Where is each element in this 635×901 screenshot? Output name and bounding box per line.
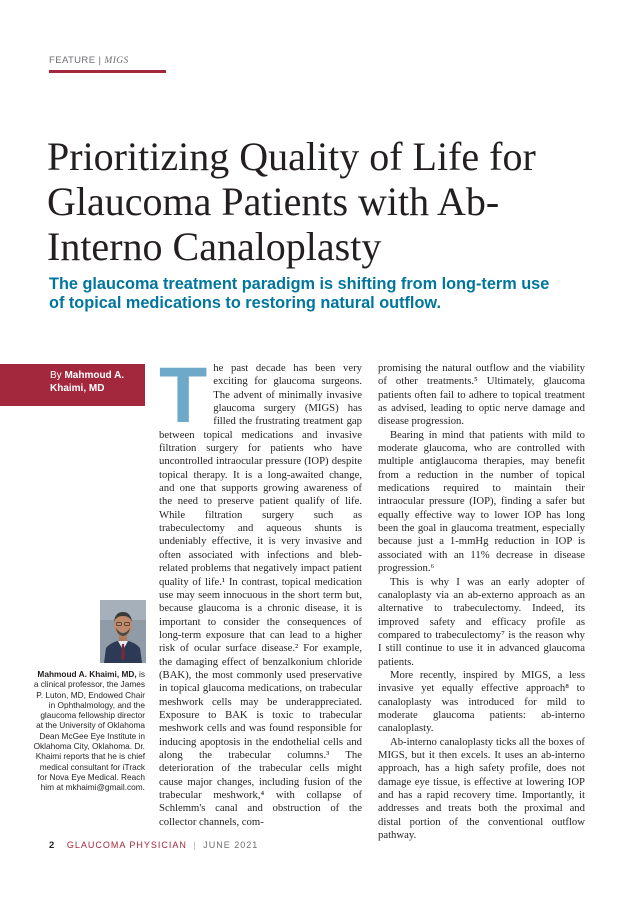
byline-prefix: By: [50, 370, 62, 381]
footer-separator: |: [193, 840, 197, 850]
drop-cap: T: [159, 350, 208, 439]
page-footer: [49, 840, 258, 851]
paragraph: More recently, inspired by MIGS, a less invasive yet equally effective approach⁸ to canaloplasty was introduced for mild to moderate glaucoma patients: ab-interno canaloplasty.: [378, 668, 585, 735]
publication-name: GLAUCOMA PHYSICIAN: [66, 840, 187, 850]
author-bio-text: is a clinical professor, the James P. Luton, MD, Endowed Chair in Ophthalmology, and the glaucoma fellowship director at the University of Oklahoma Dean McGee Eye Institute in Oklahoma City, Oklahoma. Dr. Khaimi reports that he is chief medical consultant for iTrack for Nova Eye Medical. Reach him at mkhaimi@gmail.com.: [33, 669, 145, 793]
section-separator: |: [98, 55, 102, 66]
article-title: Prioritizing Quality of Life for Glaucoma Patients with Ab-Interno Canaloplasty: [47, 134, 536, 269]
author-photo: [100, 600, 146, 663]
body-column-2: [378, 362, 585, 842]
section-label: [49, 55, 129, 66]
body-column-1: [159, 350, 362, 829]
article-deck: The glaucoma treatment paradigm is shifting from long-term use of topical medications to restoring natural outflow.: [49, 275, 550, 312]
paragraph: promising the natural outflow and the viability of other treatments.⁵ Ultimately, glaucoma patients often fail to adhere to topical treatment as advised, leading to optic nerve damage and disease progression.: [378, 362, 585, 428]
byline: [0, 364, 145, 406]
author-bio: [32, 669, 145, 793]
paragraph: Ab-interno canaloplasty ticks all the boxes of MIGS, but it then excels. It uses an ab-interno approach, has a high safety profile, does not damage eye tissue, is effective at lowering IOP and has a rapid recovery time. Importantly, it addresses and treats both the proximal and distal portion of the conventional outflow pathway.: [378, 735, 585, 842]
section-topic: MIGS: [104, 56, 129, 66]
section-name: FEATURE: [49, 55, 96, 66]
column-1-text: he past decade has been very exciting for glaucoma surgeons. The advent of minimally invasive glaucoma surgery (MIGS) has filled the frustrating treatment gap between topical medications and invasive filtration surgery for patients who have uncontrolled intraocular pressure (IOP) despite topical therapy. It is a long-awaited change, and one that supports growing awareness of the need to preserve patient qualify of life. While filtration surgery such as trabeculectomy and aqueous shunts is undeniably effective, it is very invasive and often associated with infections and bleb-related problems that negatively impact patient quality of life.¹ In contrast, topical medication use may seem innocuous in the short term but, because glaucoma is a chronic disease, it is important to consider the consequences of long-term exposure that can lead to a higher risk of ocular surface disease.² For example, the damaging effect of benzalkonium chloride (BAK), the most commonly used preservative in topical glaucoma medications, on trabecular meshwork cells may be underappreciated. Exposure to BAK is toxic to trabecular meshwork cells and was found responsible for inducing apoptosis in the endothelial cells and along the trabecular columns.³ The deterioration of the trabecular cells might cause major changes, including fusion of the trabecular meshwork,⁴ with collapse of Schlemm's canal and obstruction of the collector channels, com-: [159, 362, 362, 828]
section-rule: [49, 70, 166, 73]
paragraph: This is why I was an early adopter of canaloplasty via an ab-externo approach as an alternative to trabeculectomy. Indeed, its improved safety and efficacy profile as compared to trabeculectomy⁷ is the reason why I still continue to use it in advanced glaucoma patients.: [378, 575, 585, 668]
author-name: Mahmoud A. Khaimi, MD: [50, 370, 125, 394]
issue-date: JUNE 2021: [203, 840, 259, 850]
paragraph: Bearing in mind that patients with mild to moderate glaucoma, who are controlled with multiple antiglaucoma therapies, may benefit from a reduction in the number of topical medications required to maintain their intraocular pressure (IOP), finding a safer but equally effective way to lower IOP has long been the goal in glaucoma treatment, especially because just a 1-mmHg reduction in IOP is associated with an 11% decrease in disease progression.⁶: [378, 428, 585, 575]
page-number: 2: [49, 840, 56, 851]
author-bio-name: Mahmoud A. Khaimi, MD,: [37, 669, 137, 679]
